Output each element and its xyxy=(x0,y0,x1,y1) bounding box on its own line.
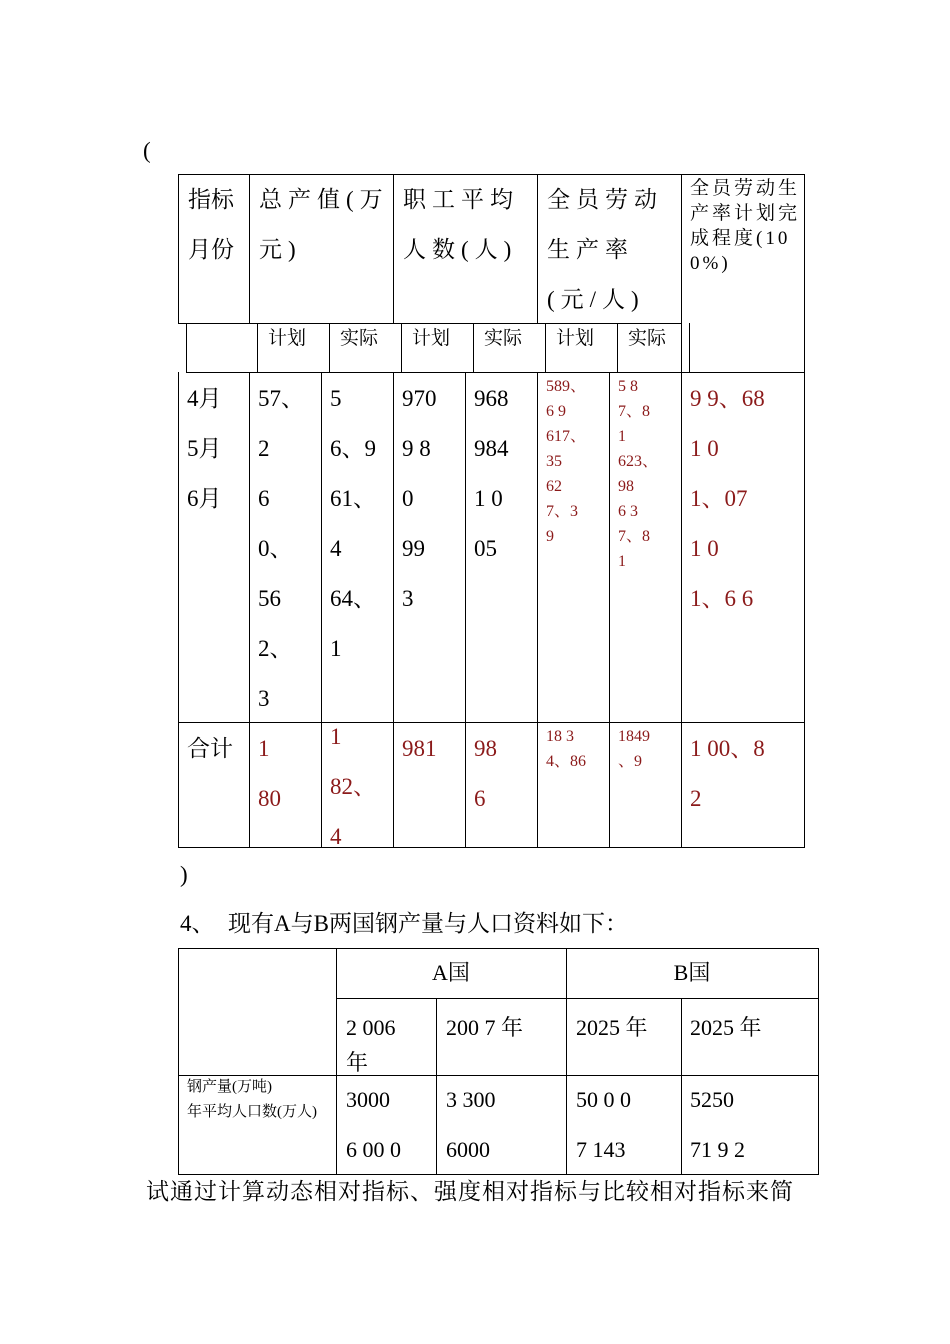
total-plan-staff: 981 xyxy=(402,736,437,761)
total-plan-output: 1 80 xyxy=(258,736,281,811)
total-completion: 1 00、8 2 xyxy=(690,736,765,811)
a1-values: 3000 6 00 0 xyxy=(346,1087,401,1162)
subheader-plan: 计划 xyxy=(556,328,595,349)
header-completion: 全员劳动生产率计划完成程度(100%) xyxy=(690,178,801,274)
instruction-text: 试通过计算动态相对指标、强度相对指标与比较相对指标来简 xyxy=(146,1179,794,1204)
completion-cell: 9 9、68 1 0 1、07 1 0 1、6 6 xyxy=(690,386,765,611)
header-total-output: 总产值(万元) xyxy=(259,187,389,262)
total-actual-staff: 98 6 xyxy=(474,736,497,811)
year-b2: 2025 年 xyxy=(690,1015,762,1040)
actual-output-cell: 5 6、9 61、 4 64、 1 xyxy=(330,386,376,661)
year-a2: 200 7 年 xyxy=(446,1015,524,1040)
header-productivity: 全员劳动生产率(元/人) xyxy=(547,187,663,312)
subheader-actual: 实际 xyxy=(340,328,379,349)
subheader-actual: 实际 xyxy=(628,328,667,349)
subheader-plan: 计划 xyxy=(412,328,451,349)
months-cell: 4月 5月 6月 xyxy=(187,386,222,511)
b2-values: 5250 71 9 2 xyxy=(690,1087,745,1162)
a2-values: 3 300 6000 xyxy=(446,1087,496,1162)
header-avg-staff: 职工平均人数(人) xyxy=(403,187,519,262)
year-b1: 2025 年 xyxy=(576,1015,648,1040)
subheader-plan: 计划 xyxy=(268,328,307,349)
country-b-header: B国 xyxy=(673,960,711,985)
total-label: 合计 xyxy=(187,736,233,761)
plan-rate-cell: 589、 6 9 617、 35 62 7、3 9 xyxy=(546,378,587,545)
total-plan-rate: 18 3 4、86 xyxy=(546,728,587,770)
open-paren: ( xyxy=(143,138,151,163)
close-paren: ) xyxy=(180,862,188,887)
question-text: 现有A与B两国钢产量与人口资料如下： xyxy=(228,911,628,936)
header-indicator-month: 指标 月份 xyxy=(188,187,234,262)
b1-values: 50 0 0 7 143 xyxy=(576,1087,631,1162)
total-actual-rate: 1849 、9 xyxy=(618,728,650,770)
subheader-actual: 实际 xyxy=(484,328,523,349)
actual-rate-cell: 5 8 7、8 1 623、 98 6 3 7、8 1 xyxy=(618,378,659,570)
actual-staff-cell: 968 984 1 0 05 xyxy=(474,386,509,561)
total-actual-output: 1 82、 4 xyxy=(330,724,376,849)
plan-staff-cell: 970 9 8 0 99 3 xyxy=(402,386,437,611)
question-number: 4、 xyxy=(180,911,215,936)
plan-output-cell: 57、 2 6 0、 56 2、 3 xyxy=(258,386,304,711)
row-label: 钢产量(万吨) 年平均人口数(万人) xyxy=(187,1079,317,1120)
year-a1: 2 006 年 xyxy=(346,1015,396,1075)
country-a-header: A国 xyxy=(432,960,470,985)
